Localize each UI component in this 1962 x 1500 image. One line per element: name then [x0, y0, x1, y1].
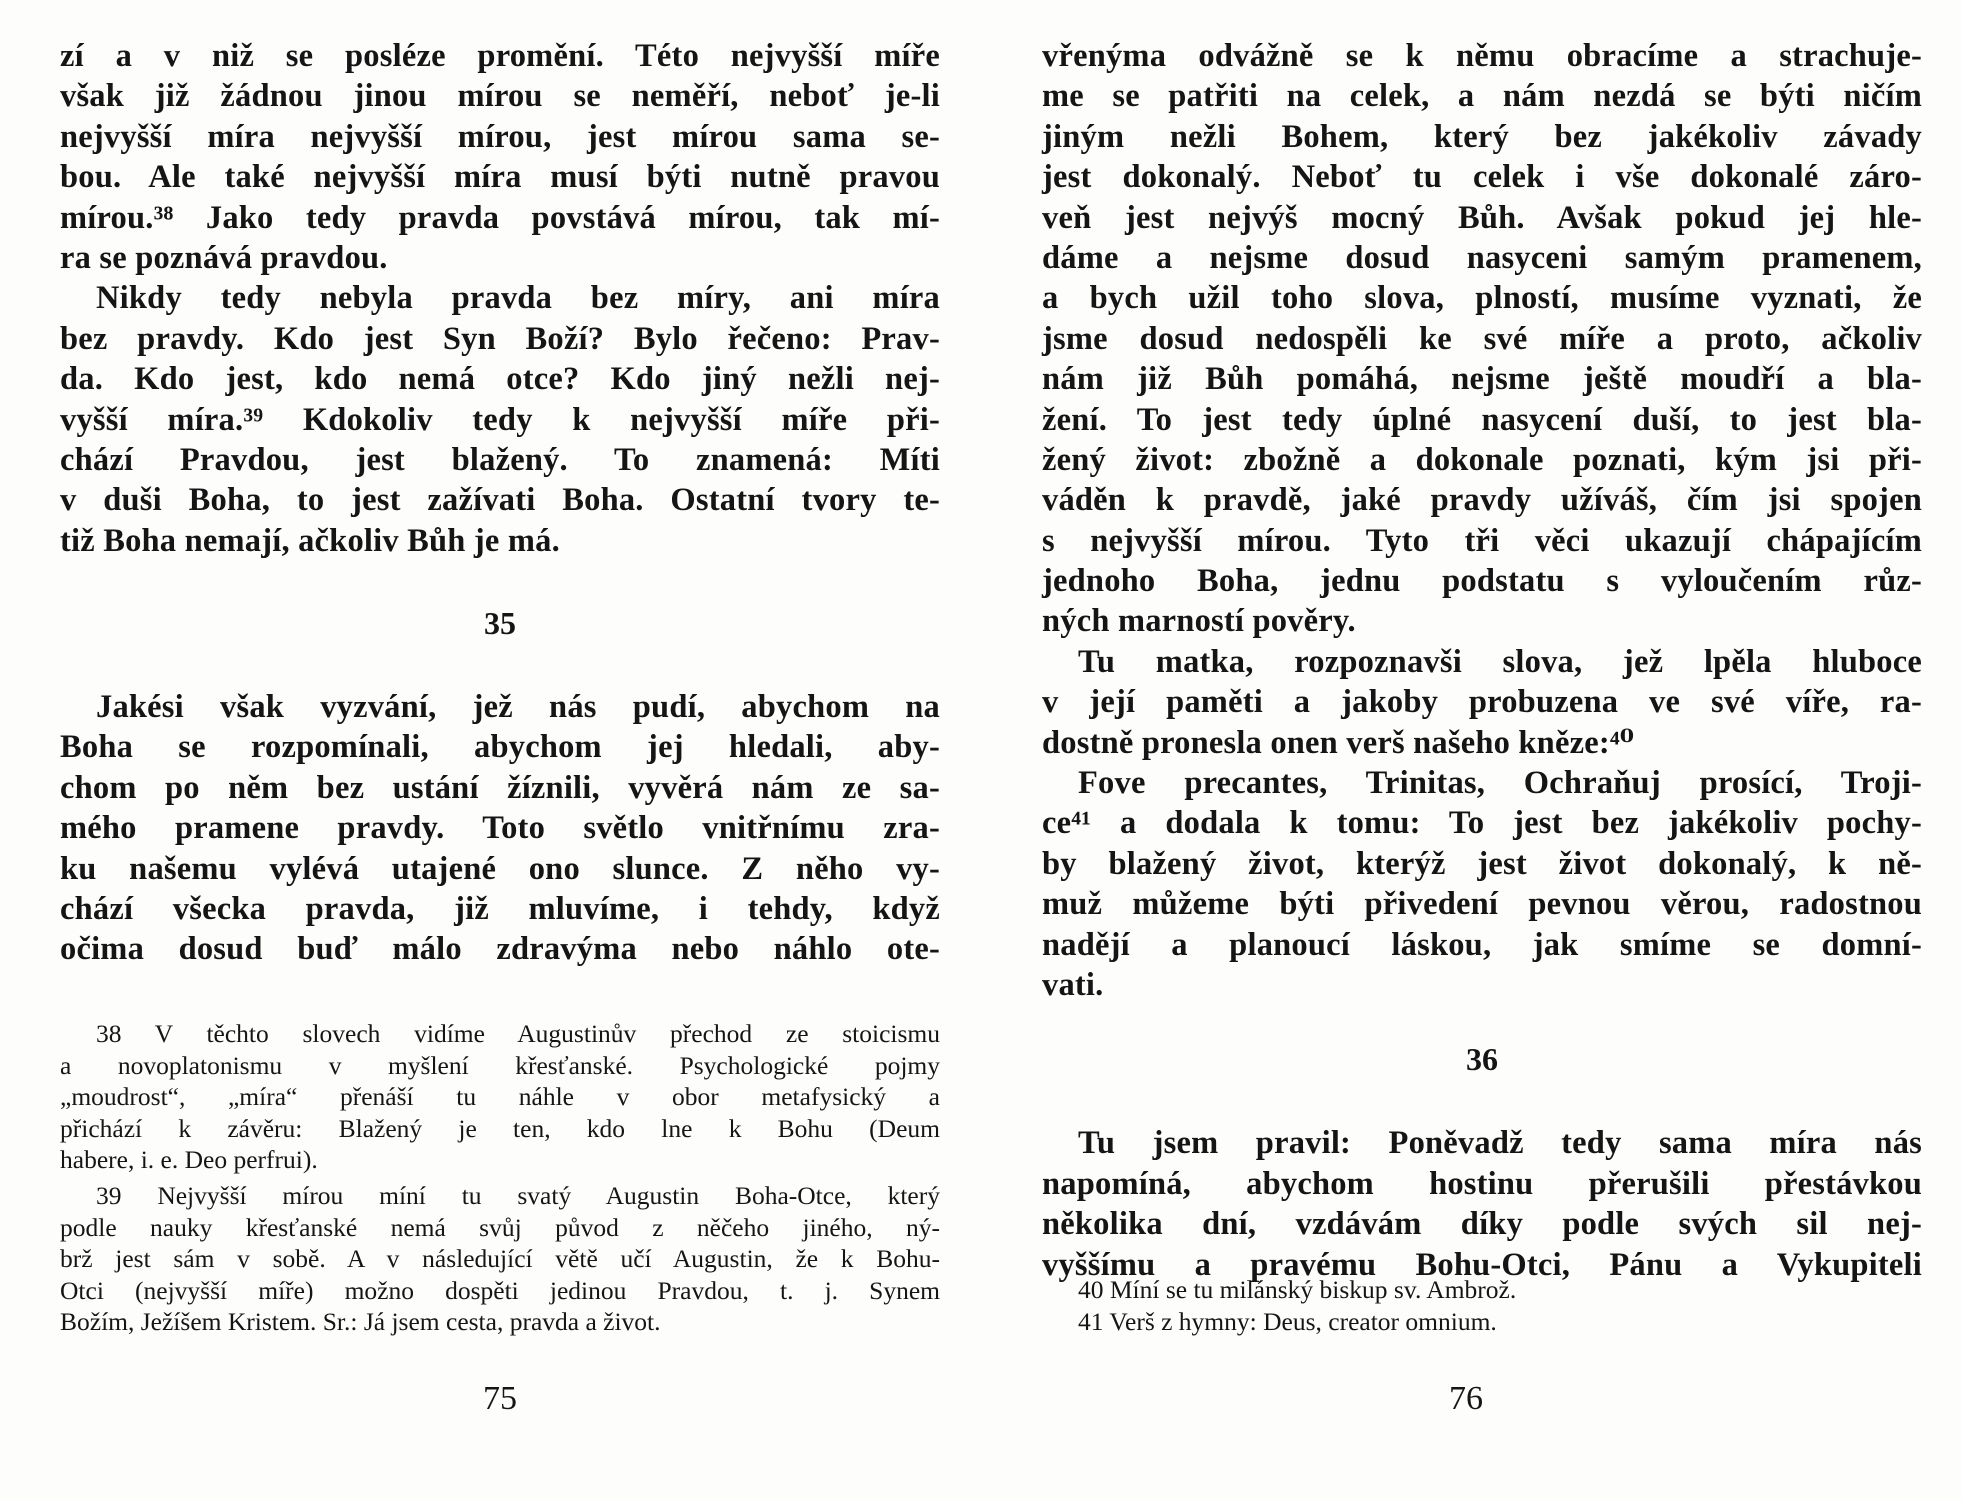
text-line: veň jest nejvýš mocný Bůh. Avšak pokud jej hle-: [1042, 199, 1922, 236]
footnote-line: habere, i. e. Deo perfrui).: [60, 1145, 318, 1175]
text-line: da. Kdo jest, kdo nemá otce? Kdo jiný nežli nej-: [60, 361, 940, 398]
section-number: 36: [1466, 1041, 1498, 1078]
text-line: ných marností pověry.: [1042, 603, 1356, 640]
footnote-line: 38 V těchto slovech vidíme Augustinův přechod ze stoicismu: [96, 1019, 940, 1048]
footnote-line: podle nauky křesťanské nemá svůj původ z něčeho jiného, ný-: [60, 1212, 940, 1242]
text-line: jiným nežli Bohem, který bez jakékoliv závady: [1042, 118, 1922, 155]
footnote-line: Otci (nejvyšší míře) možno dospěti jedinou Pravdou, t. j. Synem: [60, 1275, 940, 1305]
section-number: 35: [484, 605, 516, 642]
text-line: vřenýma odvážně se k němu obracíme a strachuje-: [1042, 38, 1922, 74]
text-line: váděn k pravdě, jaké pravdy užíváš, čím jsi spojen: [1042, 482, 1922, 519]
text-line: několika dní, vzdávám díky podle svých sil nej-: [1042, 1206, 1922, 1243]
text-line: s nejvyšší mírou. Tyto tři věci ukazují chápajícím: [1042, 522, 1922, 559]
text-line: dostně pronesla onen verš našeho kněze:⁴⁰: [1042, 724, 1635, 761]
text-line: nadějí a planoucí láskou, jak smíme se domní-: [1042, 926, 1922, 963]
text-line: jsme dosud nedospěli ke své míře a proto, ačkoliv: [1042, 320, 1922, 357]
text-line: jest dokonalý. Neboť tu celek i vše dokonalé záro-: [1042, 159, 1922, 196]
text-line: Jakési však vyzvání, jež nás pudí, abychom na: [96, 689, 940, 726]
text-line: napomíná, abychom hostinu přerušili přestávkou: [1042, 1165, 1922, 1202]
text-line: jednoho Boha, jednu podstatu s vyloučením růz-: [1042, 563, 1922, 600]
text-line: mého pramene pravdy. Toto světlo vnitřnímu zra-: [60, 810, 940, 847]
text-line: Boha se rozpomínali, abychom jej hledali, aby-: [60, 729, 940, 766]
text-line: v její paměti a jakoby probuzena ve své víře, ra-: [1042, 684, 1922, 721]
text-line: žený život: zbožně a dokonale poznati, kým jsi při-: [1042, 441, 1922, 478]
text-line: chom po něm bez ustání žíznili, vyvěrá nám ze sa-: [60, 769, 940, 806]
footnote-line: 41 Verš z hymny: Deus, creator omnium.: [1078, 1306, 1497, 1336]
text-line: vyšší míra.³⁹ Kdokoliv tedy k nejvyšší míře při-: [60, 401, 940, 438]
right-page: [1000, 0, 1940, 1500]
text-line: ce⁴¹ a dodala k tomu: To jest bez jakékoliv pochy-: [1042, 805, 1922, 842]
footnote-line: „moudrost“, „míra“ přenáší tu náhle v obor metafysický a: [60, 1082, 940, 1112]
footnote-line: 39 Nejvyšší mírou míní tu svatý Augustin Boha-Otce, který: [96, 1180, 940, 1210]
text-line: však již žádnou jinou mírou se neměří, neboť je-li: [60, 78, 940, 115]
page-number: 75: [483, 1380, 517, 1417]
text-line: ku našemu vylévá utajené ono slunce. Z něho vy-: [60, 850, 940, 887]
text-line: očima dosud buď málo zdravýma nebo náhlo ote-: [60, 931, 940, 968]
text-line: zí a v niž se posléze promění. Této nejvyšší míře: [60, 38, 940, 74]
text-line: Nikdy tedy nebyla pravda bez míry, ani míra: [96, 280, 940, 317]
text-line: bez pravdy. Kdo jest Syn Boží? Bylo řečeno: Prav-: [60, 320, 940, 357]
text-line: v duši Boha, to jest zažívati Boha. Ostatní tvory te-: [60, 482, 940, 519]
text-line: žení. To jest tedy úplné nasycení duší, to jest bla-: [1042, 401, 1922, 438]
text-line: tiž Boha nemají, ačkoliv Bůh je má.: [60, 522, 560, 559]
right-page-body: [1042, 36, 1922, 1285]
text-line: Tu jsem pravil: Poněvadž tedy sama míra nás: [1078, 1125, 1922, 1162]
text-line: muž můžeme býti přivedení pevnou věrou, radostnou: [1042, 886, 1922, 923]
text-line: ra se poznává pravdou.: [60, 239, 388, 276]
text-line: dáme a nejsme dosud nasyceni samým pramenem,: [1042, 239, 1922, 276]
text-line: Fove precantes, Trinitas, Ochraňuj prosící, Troji-: [1078, 765, 1922, 802]
text-line: a bych užil toho slova, plností, musíme vyznati, že: [1042, 280, 1922, 317]
page-number: 76: [1449, 1380, 1483, 1417]
left-page: [0, 0, 940, 1500]
text-line: Tu matka, rozpoznavši slova, jež lpěla hluboce: [1078, 643, 1922, 680]
footnote-line: a novoplatonismu v myšlení křesťanské. Psychologické pojmy: [60, 1050, 940, 1080]
text-line: chází Pravdou, jest blažený. To znamená: Míti: [60, 441, 940, 478]
text-line: chází všecka pravda, již mluvíme, i tehdy, když: [60, 891, 940, 928]
footnote-line: 40 Míní se tu milánský biskup sv. Ambrož.: [1078, 1275, 1517, 1304]
footnote-line: brž jest sám v sobě. A v následující větě učí Augustin, že k Bohu-: [60, 1244, 940, 1274]
right-footnotes: [1042, 1274, 1922, 1337]
text-line: by blažený život, kterýž jest život dokonalý, k ně-: [1042, 845, 1922, 882]
text-line: bou. Ale také nejvyšší míra musí býti nutně pravou: [60, 159, 940, 196]
footnote-line: přichází k závěru: Blažený je ten, kdo lne k Bohu (Deum: [60, 1113, 940, 1143]
text-line: nejvyšší míra nejvyšší mírou, jest mírou sama se-: [60, 118, 940, 155]
left-footnotes: [60, 1018, 940, 1338]
text-line: vati.: [1042, 966, 1104, 1003]
text-line: me se patřiti na celek, a nám nezdá se býti ničím: [1042, 78, 1922, 115]
footnote-line: Božím, Ježíšem Kristem. Sr.: Já jsem cesta, pravda a život.: [60, 1307, 661, 1337]
text-line: nám již Bůh pomáhá, nejsme ještě moudří a bla-: [1042, 361, 1922, 398]
text-line: mírou.³⁸ Jako tedy pravda povstává mírou, tak mí-: [60, 199, 940, 236]
left-page-body: [60, 36, 940, 970]
text-line: vyššímu a pravému Bohu-Otci, Pánu a Vykupiteli: [1042, 1246, 1922, 1283]
